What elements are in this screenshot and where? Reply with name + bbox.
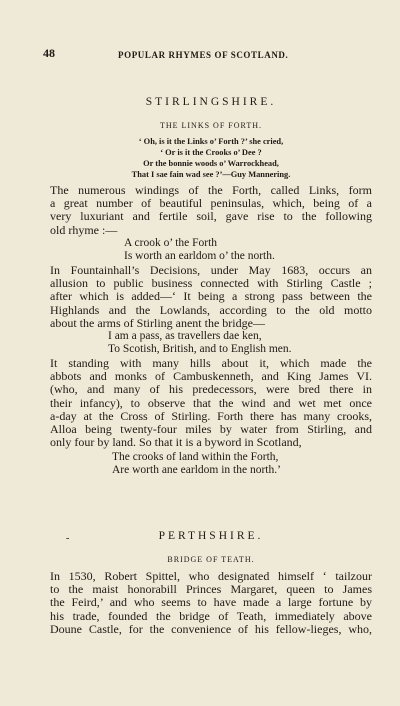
epigraph-line: ‘ Or is it the Crooks o’ Dee ? <box>160 148 262 157</box>
paragraph-fountainhall <box>50 264 372 330</box>
verse-line: Are worth ane earldom in the north.’ <box>112 464 281 477</box>
text-line: about the arms of Stirling anent the bridge— <box>50 315 265 330</box>
text-line: the Feird,’ and who seems to have made a large fortune by <box>50 595 372 610</box>
text-line: (who, and many of his predecessors, were bred there in <box>50 382 372 397</box>
verse-crook-o-forth <box>124 237 275 263</box>
text-line: abbots and monks of Cambuskenneth, and King James VI. <box>50 369 372 384</box>
epigraph-line: That I sae fain wad see ?’—Guy Mannering. <box>131 170 291 179</box>
paragraph-forth-windings <box>50 184 372 237</box>
verse-line: The crooks of land within the Forth, <box>112 451 279 463</box>
text-line: Doune Castle, for the convenience of his fellow-lieges, who, <box>50 621 372 636</box>
subheading-bridge-of-teath: BRIDGE OF TEATH. <box>167 555 255 564</box>
verse-i-am-a-pass <box>108 330 292 356</box>
text-line: old rhyme :— <box>50 222 118 237</box>
text-line: Highlands and the Lowlands, according to the old motto <box>50 302 372 317</box>
paragraph-robert-spittel <box>50 570 372 636</box>
running-title: POPULAR RHYMES OF SCOTLAND. <box>118 50 289 60</box>
text-line: a-day at the Cross of Stirling. Forth there has many crooks, <box>50 408 372 423</box>
text-line: The numerous windings of the Forth, called Links, form <box>50 183 372 197</box>
verse-crooks-of-land <box>112 451 281 477</box>
text-line: It standing with many hills about it, which made the <box>50 356 372 370</box>
page-number: 48 <box>43 46 55 60</box>
text-line: In 1530, Robert Spittel, who designated himself ‘ tailzour <box>50 569 372 583</box>
text-line: allusion to public business connected with Stirling Castle ; <box>50 276 372 291</box>
text-line: to the maist honorabill Princes Margaret, queen to James <box>50 582 372 597</box>
epigraph-line: Or the bonnie woods o’ Warrockhead, <box>143 159 279 168</box>
epigraph-line: ‘ Oh, is it the Links o’ Forth ?’ she cried, <box>138 137 284 146</box>
text-line: his trade, founded the bridge of Teath, immediately above <box>50 608 372 623</box>
epigraph <box>50 136 372 180</box>
text-line: their infancy), to observe that the wind and wet met once <box>50 395 372 410</box>
text-line: very luxuriant and fertile soil, gave rise to the following <box>50 209 372 224</box>
verse-line: Is worth an earldom o’ the north. <box>124 250 275 263</box>
verse-line: To Scotish, British, and to English men. <box>108 343 292 356</box>
section-title-stirlingshire: STIRLINGSHIRE. <box>145 96 277 108</box>
text-line: In Fountainhall’s Decisions, under May 1683, occurs an <box>50 263 372 277</box>
verse-line: A crook o’ the Forth <box>124 237 218 249</box>
paragraph-cambuskenneth <box>50 357 372 449</box>
text-line: a great number of beautiful peninsulas, which, being of a <box>50 196 372 211</box>
verse-line: I am a pass, as travellers dae ken, <box>108 330 262 342</box>
stray-mark: - <box>66 533 70 544</box>
text-line: Alloa being twenty-four miles by water from Stirling, and <box>50 422 372 437</box>
subheading-links-of-forth: THE LINKS OF FORTH. <box>159 121 263 130</box>
text-line: only four by land. So that it is a byword in Scotland, <box>50 435 302 450</box>
section-title-perthshire: PERTHSHIRE. <box>158 530 264 542</box>
text-line: after which is added—‘ It being a strong pass between the <box>50 289 372 304</box>
